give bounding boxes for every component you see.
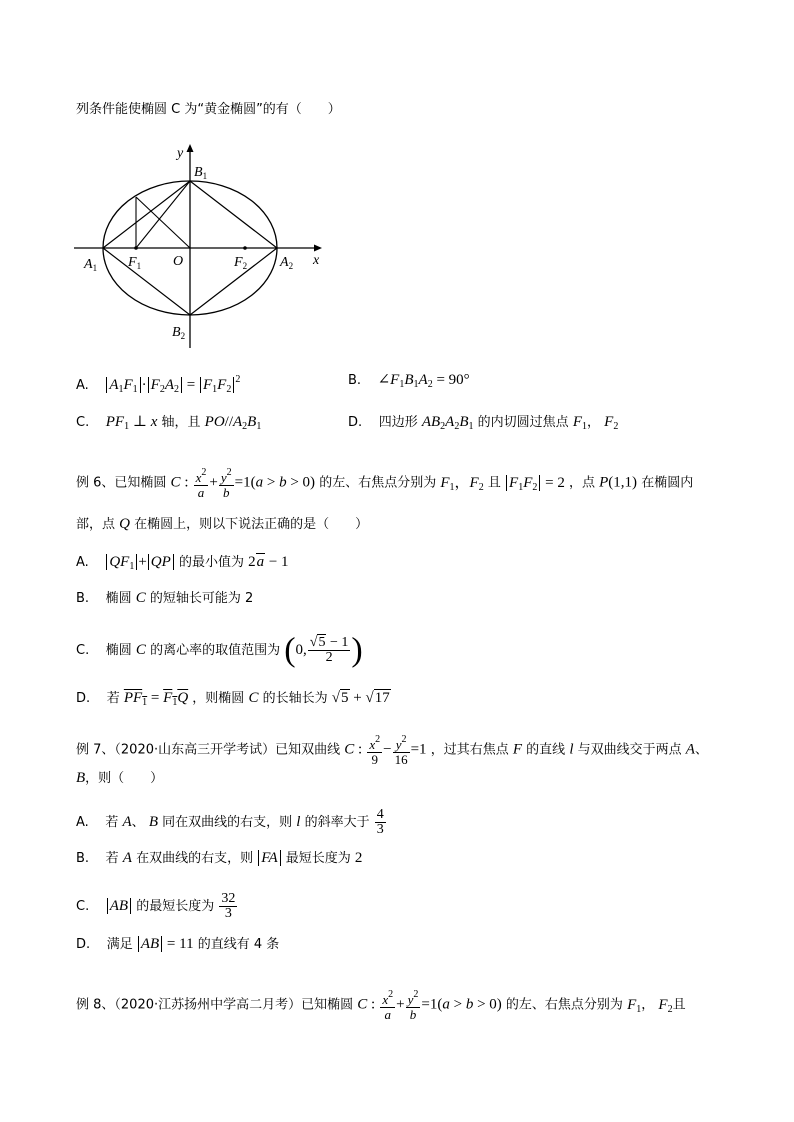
- option-text: 在双曲线的右支，则: [136, 851, 254, 866]
- y-axis-arrow: [187, 144, 194, 152]
- ex7-option-b: B. 若 A 在双曲线的右支，则 FA 最短长度为 2: [76, 850, 363, 866]
- ex7-option-d: D. 满足 AB = 11 的直线有 4 条: [76, 936, 280, 952]
- option-text: 若: [105, 851, 119, 866]
- option-text: 的最小值为: [178, 555, 244, 570]
- stem-text: 的左、右焦点分别为: [505, 997, 623, 1013]
- ex6-stem-line1: 例 6、已知椭圆 C : $\frac{x^2}{a}$ + $\frac{y^2}{b}$ =1(a > b > 0) 的左、右焦点分别为 $F_1$，$F_2$ 且 $F_1F_2 = 2$ ，点 P(1,1) 在椭圆内: [76, 467, 694, 500]
- option-label: A.: [76, 815, 89, 830]
- ex5-option-b: B. $\angle F_1B_1A_2 = 90^\circ$: [348, 372, 470, 390]
- option-text: 的直线有 4 条: [197, 937, 280, 952]
- option-text: 满足: [106, 937, 133, 952]
- option-text: 的斜率大于: [304, 815, 370, 830]
- option-text: 的长轴长为: [262, 691, 328, 706]
- ex5-option-c: C. $PF_1$ ⊥ x 轴，且 $PO//A_2B_1$: [76, 414, 262, 432]
- stem-text: 的直线: [526, 742, 566, 758]
- f2-label: $F_2$: [234, 255, 248, 271]
- focus-f2-point: [243, 246, 247, 250]
- option-text: 最短长度为: [285, 851, 351, 866]
- intro-text-content: 列条件能使椭圆 C 为“黄金椭圆”的有（ ）: [76, 102, 341, 117]
- option-text: ，则椭圆: [192, 691, 245, 706]
- option-label: B.: [348, 373, 362, 388]
- stem-text: 例 7、（2020·山东高三开学考试）已知双曲线: [76, 742, 341, 758]
- option-text: 的离心率的取值范围为: [150, 643, 281, 658]
- option-label: A.: [76, 378, 89, 393]
- origin-label: O: [173, 254, 184, 269]
- option-text: 同在双曲线的右支，则: [162, 815, 293, 830]
- y-label: y: [177, 146, 184, 161]
- stem-text: 在椭圆上，则以下说法正确的是（ ）: [134, 517, 369, 532]
- ex6-option-a: A. $QF_1$ + QP 的最小值为 2a − 1: [76, 554, 289, 572]
- ex6-option-c: C. 椭圆 C 的离心率的取值范围为 (0, $\frac{√5 - 1}{2}$ ): [76, 631, 363, 669]
- option-text: 四边形: [378, 415, 418, 430]
- option-text: 的短轴长可能为 2: [149, 591, 254, 606]
- option-text: 椭圆: [105, 591, 132, 606]
- f1-label: $F_1$: [128, 255, 142, 271]
- option-label: D.: [76, 691, 91, 706]
- ex6-stem-line2: 部，点 Q 在椭圆上，则以下说法正确的是（ ）: [76, 516, 369, 532]
- po-line: [136, 197, 190, 248]
- option-text: ，: [586, 415, 600, 430]
- ex8-stem-line1: 例 8、（2020·江苏扬州中学高二月考）已知椭圆 C : $\frac{x^2}{a}$ + $\frac{y^2}{b}$ =1(a > b > 0) 的左、右焦点分别为 $F_1$， $F_2$且: [76, 989, 686, 1022]
- stem-text: 在椭圆内: [641, 475, 694, 491]
- option-label: C.: [76, 643, 90, 658]
- stem-text: 部，点: [76, 517, 116, 532]
- stem-text: 且: [487, 475, 501, 491]
- b2-label: $B_2$: [172, 325, 186, 341]
- ex5-option-a: A. $A_1F_1 \cdot F_2A_2 = F_1F_2^2$: [76, 374, 241, 395]
- b1-label: $B_1$: [194, 165, 208, 181]
- stem-text: 例 6、已知椭圆: [76, 475, 167, 491]
- a2-label: $A_2$: [280, 255, 294, 271]
- option-text: 、: [131, 815, 145, 830]
- ellipse-figure: [70, 140, 335, 350]
- ex6-option-d: D. 若 $PF_1 = F_1Q$ ，则椭圆 C 的长轴长为 √5 + √17: [76, 690, 390, 708]
- ex7-stem-line1: 例 7、（2020·山东高三开学考试）已知双曲线 C : $\frac{x^2}{9}$ − $\frac{y^2}{16}$ =1 ，过其右焦点 F 的直线 l 与双曲线交于两点 A、: [76, 734, 708, 767]
- stem-text: ，: [641, 997, 655, 1013]
- option-text: 若: [105, 815, 119, 830]
- option-text: 椭圆: [105, 643, 132, 658]
- stem-text: 与双曲线交于两点: [577, 742, 682, 758]
- option-label: D.: [76, 937, 91, 952]
- ex6-option-b: B. 椭圆 C 的短轴长可能为 2: [76, 590, 254, 606]
- option-text: 的最短长度为: [136, 899, 215, 914]
- option-label: B.: [76, 851, 90, 866]
- x-label: x: [313, 253, 320, 268]
- stem-text: 例 8、（2020·江苏扬州中学高二月考）已知椭圆: [76, 997, 354, 1013]
- option-text: 的内切圆过焦点: [477, 415, 569, 430]
- option-label: C.: [76, 899, 90, 914]
- option-text: 轴，且: [161, 415, 201, 430]
- option-label: C.: [76, 415, 90, 430]
- stem-text: 、: [694, 742, 708, 758]
- stem-text: 的左、右焦点分别为: [319, 475, 437, 491]
- a1-label: $A_1$: [84, 257, 98, 273]
- ex7-option-a: A. 若 A、 B 同在双曲线的右支，则 l 的斜率大于 $\frac{4}{3}$: [76, 807, 384, 837]
- option-text: 若: [106, 691, 120, 706]
- option-label: D.: [348, 415, 363, 430]
- intro-text: [76, 100, 341, 120]
- ex7-option-c: C. AB 的最短长度为 $\frac{32}{3}$: [76, 891, 236, 921]
- stem-text: ，则（ ）: [85, 771, 164, 786]
- option-label: B.: [76, 591, 90, 606]
- stem-text: ，过其右焦点: [430, 742, 509, 758]
- ex7-stem-line2: B，则（ ）: [76, 770, 164, 786]
- stem-text: ，点: [568, 475, 595, 491]
- option-label: A.: [76, 555, 89, 570]
- x-axis-arrow: [314, 245, 322, 252]
- ex5-option-d: D. 四边形 $AB_2A_2B_1$ 的内切圆过焦点 $F_1$， $F_2$: [348, 414, 619, 432]
- focus-f1-point: [134, 246, 138, 250]
- stem-text: 且: [672, 997, 686, 1013]
